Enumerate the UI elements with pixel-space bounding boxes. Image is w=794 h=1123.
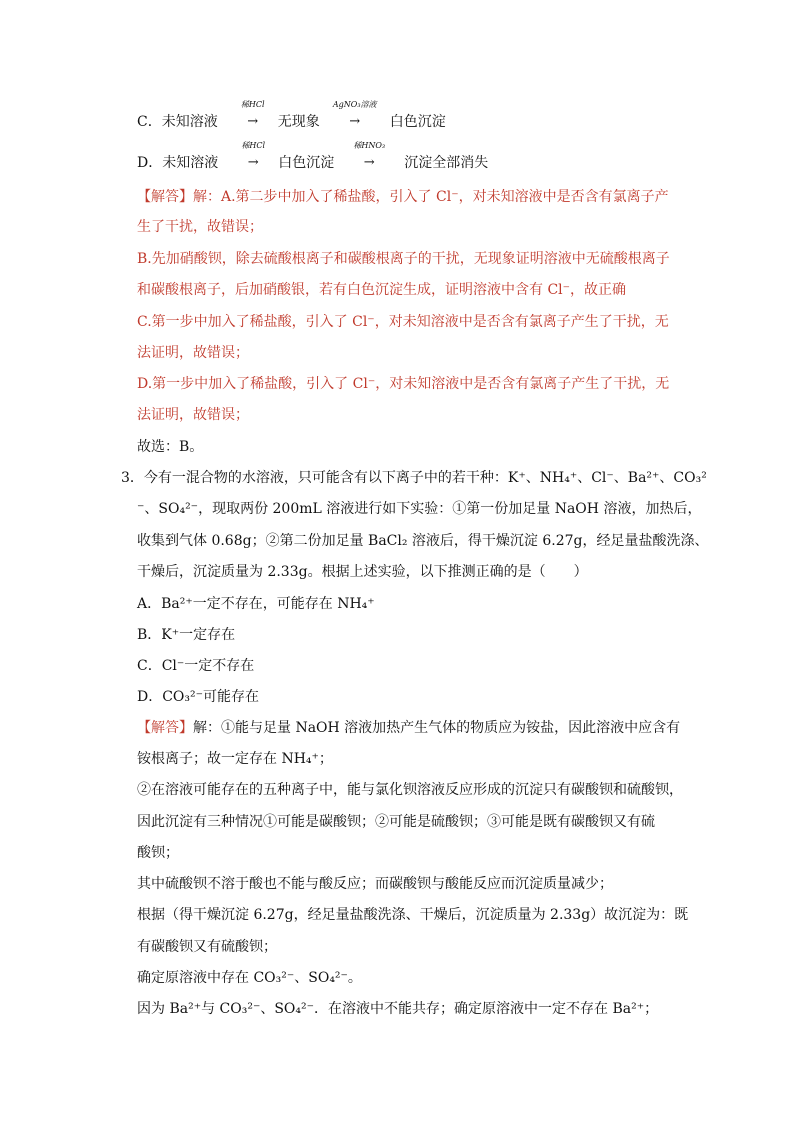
arrow-icon: → — [247, 155, 259, 170]
question-stem-line: 收集到气体 0.68g；②第二份加足量 BaCl₂ 溶液后，得干燥沉淀 6.27g，经足量盐酸洗涤、 — [137, 533, 709, 549]
answer-line: 因为 Ba²⁺与 CO₃²⁻、SO₄²⁻．在溶液中不能共存；确定原溶液中一定不存在 Ba²⁺； — [137, 1001, 659, 1017]
answer-line: 法证明，故错误； — [137, 345, 249, 361]
option-d-mid: 白色沉淀 — [278, 155, 335, 171]
arrow-reagent-label: AgNO₃溶液 — [332, 100, 377, 109]
option-d-row — [137, 141, 489, 173]
arrow-icon: → — [349, 114, 361, 129]
answer-line: 其中硫酸钡不溶于酸也不能与酸反应；而碳酸钡与酸能反应而沉淀质量减少； — [137, 876, 613, 892]
answer-line: 生了干扰，故错误； — [137, 219, 263, 235]
answer-label: 【解答】 — [137, 189, 193, 205]
question-stem-line: 3．今有一混合物的水溶液，只可能含有以下离子中的若干种：K⁺、NH₄⁺、Cl⁻、Ba²⁺、CO₃² — [121, 470, 707, 486]
reaction-arrow — [330, 100, 380, 132]
option-c-prefix: C．未知溶液 — [137, 114, 218, 130]
option-c-mid: 无现象 — [277, 114, 320, 130]
answer-text: 解：A.第二步中加入了稀盐酸，引入了 Cl⁻，对未知溶液中是否含有氯离子产 — [193, 189, 669, 205]
answer-line: B.先加硝酸钡，除去硫酸根离子和碳酸根离子的干扰，无现象证明溶液中无硫酸根离子 — [137, 251, 670, 267]
answer-line: D.第一步中加入了稀盐酸，引入了 Cl⁻，对未知溶液中是否含有氯离子产生了干扰，无 — [137, 376, 670, 392]
answer-line: 根据（得干燥沉淀 6.27g，经足量盐酸洗涤、干燥后，沉淀质量为 2.33g）故沉淀为：既 — [137, 907, 689, 923]
reaction-arrow — [228, 141, 278, 173]
answer-line: 有碳酸钡又有硫酸钡； — [137, 939, 277, 955]
option-a: A．Ba²⁺一定不存在，可能存在 NH₄⁺ — [137, 596, 375, 612]
option-c: C．Cl⁻一定不存在 — [137, 658, 255, 674]
question-stem-line: ⁻、SO₄²⁻，现取两份 200mL 溶液进行如下实验：①第一份加足量 NaOH 溶液，加热后， — [137, 501, 702, 517]
answer-line: C.第一步中加入了稀盐酸，引入了 Cl⁻，对未知溶液中是否含有氯离子产生了干扰，无 — [137, 314, 669, 330]
arrow-icon: → — [363, 155, 375, 170]
answer-text: 解：①能与足量 NaOH 溶液加热产生气体的物质应为铵盐，因此溶液中应含有 — [193, 720, 681, 736]
answer-line: ②在溶液可能存在的五种离子中，能与氯化钡溶液反应形成的沉淀只有碳酸钡和硫酸钡， — [137, 782, 683, 798]
option-d-end: 沉淀全部消失 — [404, 155, 489, 171]
answer-label: 【解答】 — [137, 720, 193, 736]
answer-line: 铵根离子；故一定存在 NH₄⁺； — [137, 751, 333, 767]
arrow-icon: → — [247, 114, 259, 129]
arrow-reagent-label: 稀HCl — [241, 141, 266, 150]
answer-line: 酸钡； — [137, 845, 179, 861]
answer-line: 和碳酸根离子，后加硝酸银，若有白色沉淀生成，证明溶液中含有 Cl⁻，故正确 — [137, 282, 627, 298]
answer-line — [137, 187, 669, 207]
option-c-row — [137, 100, 446, 132]
option-b: B．K⁺一定存在 — [137, 627, 236, 643]
arrow-reagent-label: 稀HCl — [240, 100, 265, 109]
arrow-reagent-label: 稀HNO₃ — [353, 141, 386, 150]
reaction-arrow — [344, 141, 394, 173]
reaction-arrow — [228, 100, 278, 132]
option-c-end: 白色沉淀 — [389, 114, 446, 130]
option-d-prefix: D．未知溶液 — [137, 155, 219, 171]
answer-line — [137, 718, 680, 738]
option-d: D．CO₃²⁻可能存在 — [137, 689, 260, 705]
answer-choice: 故选：B。 — [137, 439, 204, 455]
answer-line: 确定原溶液中存在 CO₃²⁻、SO₄²⁻。 — [137, 970, 362, 986]
question-stem-line: 干燥后，沉淀质量为 2.33g。根据上述实验，以下推测正确的是（ ） — [137, 564, 588, 580]
answer-line: 因此沉淀有三种情况①可能是碳酸钡；②可能是硫酸钡；③可能是既有碳酸钡又有硫 — [137, 814, 655, 830]
answer-line: 法证明，故错误； — [137, 407, 249, 423]
